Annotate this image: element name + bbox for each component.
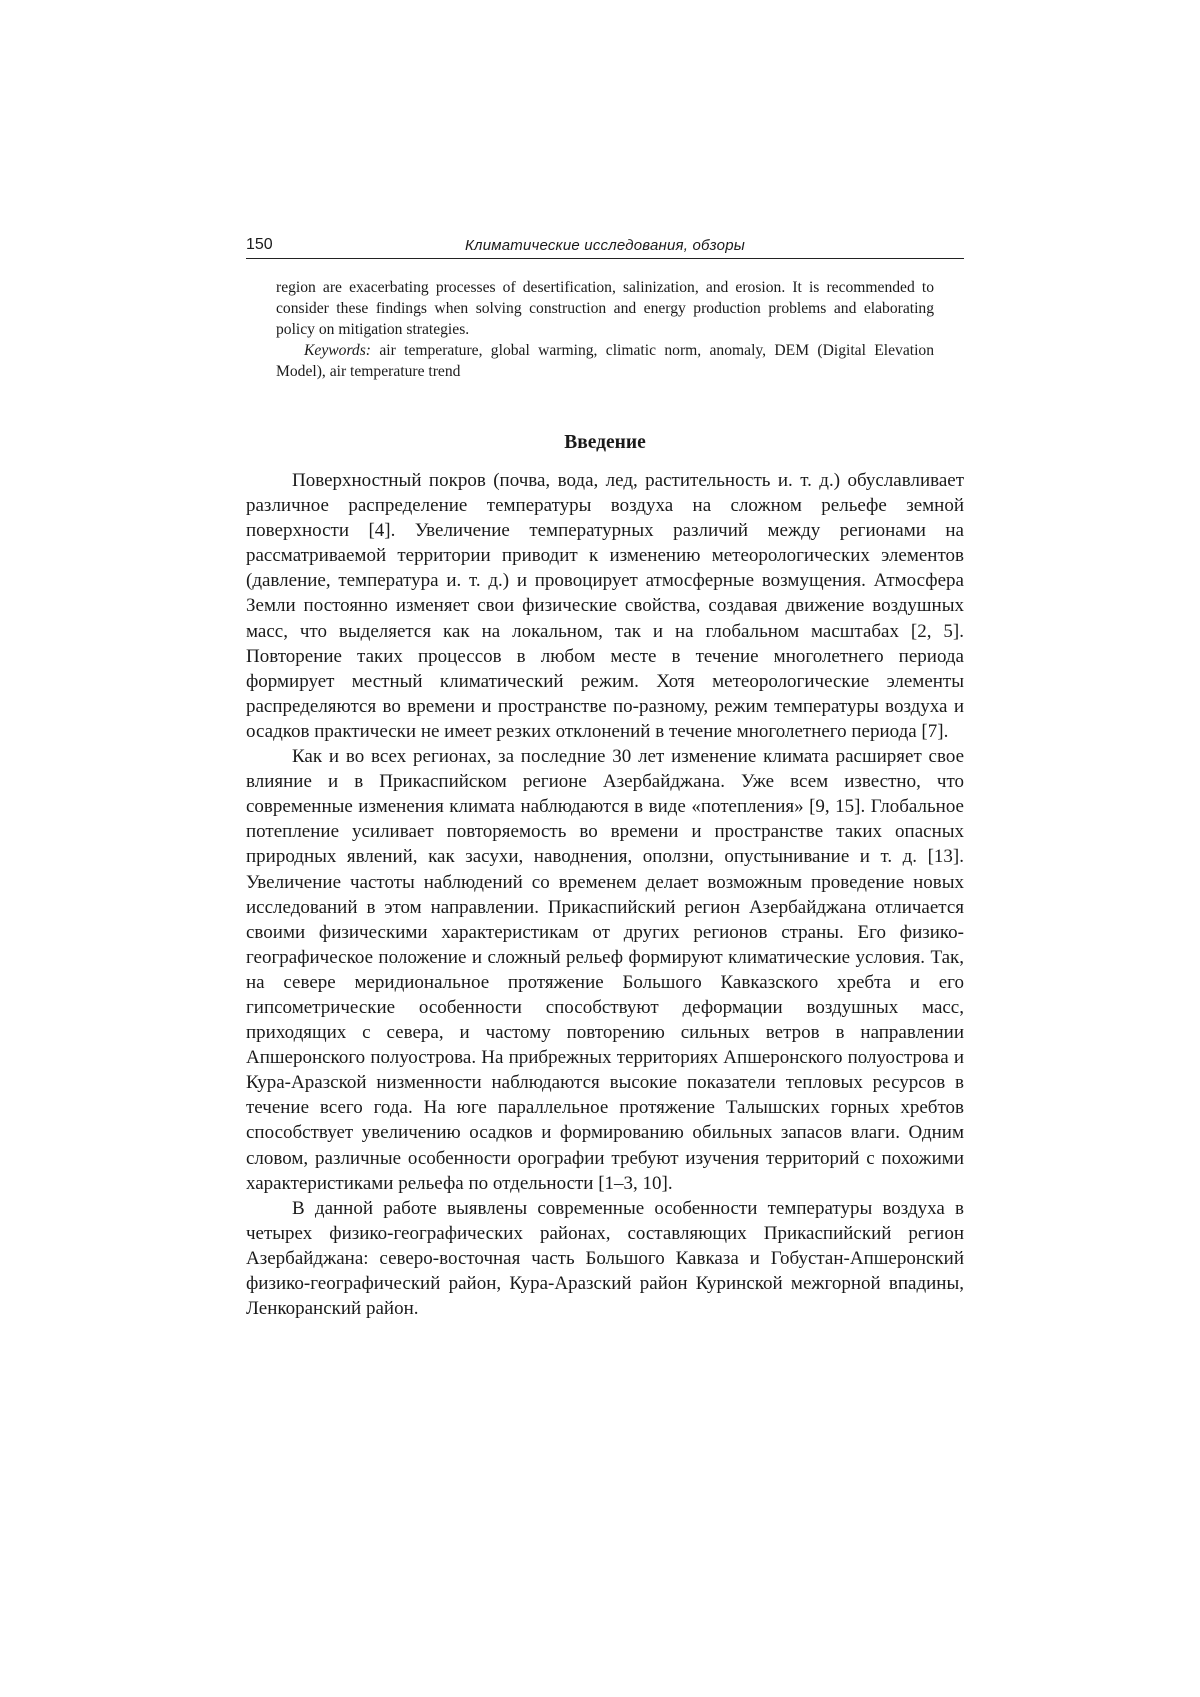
abstract-text: region are exacerbating processes of desertification, salinization, and erosion. It is recommended to consider these findings when solving construction and energy production problems and elaborating policy on mitigation strategies. — [276, 279, 934, 338]
paragraph: Поверхностный покров (почва, вода, лед, растительность и. т. д.) обуславливает различное распределение температуры воздуха на сложном рельефе земной поверхности [4]. Увеличение температурных различий между регионами на рассматриваемой территории приводит к изменению метеорологических элементов (давление, температура и. т. д.) и провоцирует атмосферные возмущения. Атмосфера Земли постоянно изменяет свои физические свойства, создавая движение воздушных масс, что выделяется как на локальном, так и на глобальном масштабах [2, 5]. Повторение таких процессов в любом месте в течение многолетнего периода формирует местный климатический режим. Хотя метеорологические элементы распределяются во времени и пространстве по-разному, режим температуры воздуха и осадков практически не имеет резких отклонений в течение многолетнего периода [7]. — [246, 470, 964, 742]
keywords-list: air temperature, global warming, climatic norm, anomaly, DEM (Digital Elevation Model), air temperature trend — [276, 342, 934, 380]
page — [246, 236, 964, 1321]
page-number: 150 — [246, 236, 273, 253]
keywords — [276, 340, 934, 382]
paragraph: Как и во всех регионах, за последние 30 лет изменение климата расширяет свое влияние и в Прикаспийском регионе Азербайджана. Уже всем известно, что современные изменения климата наблюдаются в виде «потепления» [9, 15]. Глобальное потепление усиливает повторяемость во времени и пространстве таких опасных природных явлений, как засухи, наводнения, оползни, опустынивание и т. д. [13]. Увеличение частоты наблюдений со временем делает возможным проведение новых исследований в этом направлении. Прикаспийский регион Азербайджана отличается своими физическими характеристикам от других регионов страны. Его физико-географическое положение и сложный рельеф формируют климатические условия. Так, на севере меридиональное протяжение Большого Кавказского хребта и его гипсометрические особенности способствуют деформации воздушных масс, приходящих с севера, и частому повторению сильных ветров в направлении Апшеронского полуострова. На прибрежных территориях Апшеронского полуострова и Кура-Аразской низменности наблюдаются высокие показатели тепловых ресурсов в течение всего года. На юге параллельное протяжение Талышских горных хребтов способствует увеличению осадков и формированию обильных запасов влаги. Одним словом, различные особенности орографии требуют изучения территорий с похожими характеристиками рельефа по отдельности [1–3, 10]. — [246, 746, 964, 1194]
section-body — [246, 468, 964, 1321]
paragraph: В данной работе выявлены современные особенности температуры воздуха в четырех физико-географических районах, составляющих Прикаспийский регион Азербайджана: северо-восточная часть Большого Кавказа и Гобустан-Апшеронский физико-географический район, Кура-Аразский район Куринской межгорной впадины, Ленкоранский район. — [246, 1197, 964, 1320]
running-header — [246, 236, 964, 259]
keywords-label: Keywords: — [304, 342, 371, 359]
journal-section-title: Климатические исследования, обзоры — [465, 237, 745, 254]
abstract — [276, 277, 934, 382]
section-heading: Введение — [564, 432, 646, 453]
